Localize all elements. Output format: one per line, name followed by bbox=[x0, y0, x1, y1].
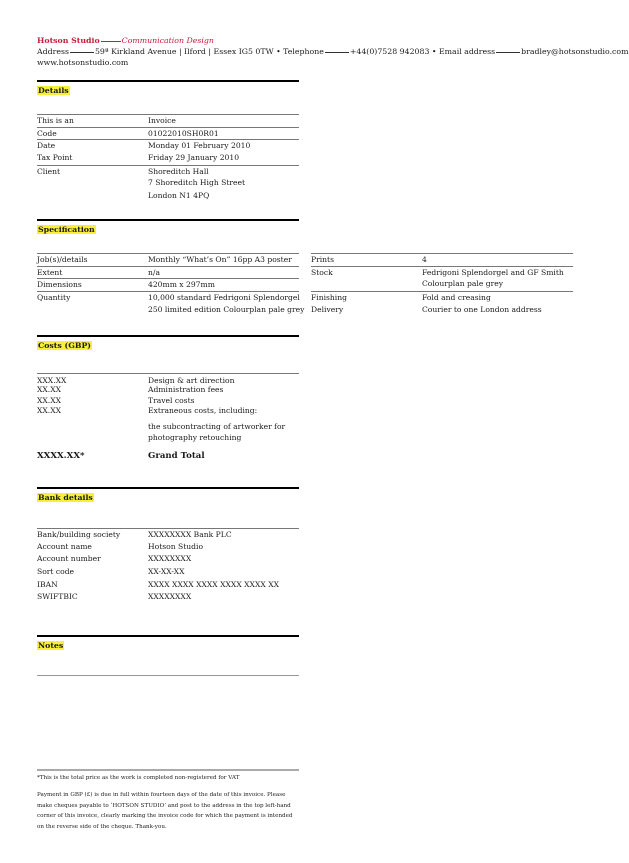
section-rule bbox=[37, 219, 299, 221]
table-row bbox=[37, 528, 299, 541]
specification-heading: Specification bbox=[38, 225, 95, 234]
table-row bbox=[311, 266, 573, 279]
table-row bbox=[311, 278, 573, 291]
table-row bbox=[37, 395, 299, 406]
address-label: Address bbox=[37, 47, 69, 56]
row-value: Invoice bbox=[148, 116, 176, 125]
row-value: London N1 4PQ bbox=[148, 191, 210, 201]
row-label: SWIFTBIC bbox=[37, 592, 78, 602]
table-row bbox=[37, 253, 299, 266]
row-label: Job(s)/details bbox=[37, 255, 88, 264]
costs-table bbox=[37, 373, 299, 461]
row-value: Shoreditch Hall bbox=[148, 166, 209, 176]
details-table bbox=[37, 114, 299, 203]
table-row bbox=[37, 566, 299, 579]
row-value: Courier to one London address bbox=[422, 304, 542, 314]
grand-total-label: Grand Total bbox=[148, 451, 205, 462]
table-row bbox=[37, 291, 299, 304]
section-rule bbox=[37, 335, 299, 337]
letterhead bbox=[37, 35, 629, 68]
row-label: Date bbox=[37, 141, 56, 151]
cost-amount: XX.XX bbox=[37, 406, 62, 416]
row-label: Account name bbox=[37, 541, 92, 551]
table-row bbox=[37, 591, 299, 604]
row-value: Colourplan pale grey bbox=[422, 279, 504, 289]
row-value: 01022010SH0R01 bbox=[148, 128, 219, 138]
specification-table-left bbox=[37, 253, 305, 316]
row-value: 4 bbox=[422, 255, 427, 264]
row-label: Finishing bbox=[311, 293, 347, 303]
footer-rule bbox=[37, 769, 299, 771]
row-label: Prints bbox=[311, 255, 335, 264]
telephone: +44(0)7528 942083 • Email address bbox=[349, 47, 496, 56]
table-row bbox=[37, 553, 299, 566]
brand-tagline: Communication Design bbox=[121, 36, 214, 45]
row-value: XXXX XXXX XXXX XXXX XXXX XX bbox=[148, 579, 280, 589]
specification-table-right bbox=[311, 253, 573, 316]
cost-note-line bbox=[37, 432, 299, 443]
table-row bbox=[37, 165, 299, 178]
row-value: 420mm x 297mm bbox=[148, 280, 215, 290]
cost-description: Administration fees bbox=[148, 385, 224, 394]
cost-amount: XXX.XX bbox=[37, 376, 67, 385]
table-row bbox=[37, 127, 299, 140]
cost-description: Travel costs bbox=[148, 395, 195, 405]
table-row bbox=[311, 304, 573, 317]
row-value: 10,000 standard Fedrigoni Splendorgel bbox=[148, 293, 300, 303]
grand-total-amount: XXXX.XX* bbox=[37, 451, 85, 462]
details-heading: Details bbox=[38, 86, 69, 95]
row-value: XX-XX-XX bbox=[148, 567, 185, 577]
row-label: Sort code bbox=[37, 567, 75, 577]
brand-name: Hotson Studio bbox=[37, 36, 100, 45]
row-label: IBAN bbox=[37, 579, 58, 589]
table-row bbox=[37, 579, 299, 592]
cost-amount: XX.XX bbox=[37, 395, 62, 405]
row-label: Client bbox=[37, 166, 61, 176]
table-row bbox=[37, 278, 299, 291]
row-value: XXXXXXXX bbox=[148, 554, 192, 564]
row-value: Monday 01 February 2010 bbox=[148, 141, 251, 151]
table-row bbox=[37, 541, 299, 554]
table-row bbox=[37, 139, 299, 152]
row-label: Account number bbox=[37, 554, 101, 564]
row-label: Dimensions bbox=[37, 280, 82, 290]
section-rule bbox=[37, 487, 299, 489]
row-value: Monthly “What’s On” 16pp A3 poster bbox=[148, 255, 292, 264]
row-label: Delivery bbox=[311, 304, 344, 314]
table-row bbox=[311, 291, 573, 304]
cost-description: Design & art direction bbox=[148, 376, 235, 385]
bank-heading: Bank details bbox=[38, 493, 93, 502]
notes-line bbox=[37, 675, 299, 676]
row-value: n/a bbox=[148, 267, 160, 277]
row-label: Quantity bbox=[37, 293, 71, 303]
payment-line: corner of this invoice, clearly marking the invoice code for which the payment is intended bbox=[37, 813, 293, 819]
bank-table bbox=[37, 528, 299, 604]
section-rule bbox=[37, 80, 299, 82]
table-row bbox=[37, 177, 299, 190]
table-row bbox=[37, 304, 305, 317]
cost-description: Extraneous costs, including: bbox=[148, 406, 258, 416]
table-row bbox=[37, 114, 299, 127]
table-row bbox=[311, 253, 573, 266]
row-label: Tax Point bbox=[37, 153, 73, 163]
row-value: XXXXXXXX bbox=[148, 592, 192, 602]
website[interactable]: www.hotsonstudio.com bbox=[37, 58, 129, 67]
email[interactable]: bradley@hotsonstudio.com bbox=[521, 47, 629, 56]
payment-line: on the reverse side of the cheque. Thank-you. bbox=[37, 823, 167, 830]
notes-heading: Notes bbox=[38, 641, 64, 650]
address: 59ª Kirkland Avenue | Ilford | Essex IG5 0TW • Telephone bbox=[94, 47, 324, 56]
table-row bbox=[37, 405, 299, 421]
row-value: Fold and creasing bbox=[422, 293, 491, 303]
cost-amount: XX.XX bbox=[37, 385, 62, 394]
table-row bbox=[37, 384, 299, 395]
payment-line: Payment in GBP (£) is due in full within fourteen days of the date of this invoice. Please bbox=[37, 792, 286, 798]
costs-heading: Costs (GBP) bbox=[38, 341, 91, 350]
row-value: XXXXXXXX Bank PLC bbox=[148, 530, 232, 539]
cost-note-line bbox=[37, 421, 299, 432]
row-value: Hotson Studio bbox=[148, 541, 204, 551]
table-row bbox=[37, 373, 299, 384]
table-row bbox=[37, 152, 299, 165]
row-value: Friday 29 January 2010 bbox=[148, 153, 240, 163]
cost-note: photography retouching bbox=[148, 433, 242, 443]
payment-terms bbox=[37, 790, 299, 832]
payment-line: make cheques payable to ‘HOTSON STUDIO’ and post to the address in the top left-hand bbox=[37, 802, 291, 809]
row-value: Fedrigoni Splendorgel and GF Smith bbox=[422, 267, 564, 277]
row-value: 250 limited edition Colourplan pale grey bbox=[148, 304, 305, 314]
row-label: This is an bbox=[37, 116, 74, 125]
row-label: Code bbox=[37, 128, 57, 138]
table-row bbox=[37, 190, 299, 203]
grand-total-row bbox=[37, 443, 299, 461]
section-rule bbox=[37, 635, 299, 637]
table-row bbox=[37, 266, 299, 279]
row-label: Stock bbox=[311, 267, 333, 277]
row-label: Bank/building society bbox=[37, 530, 121, 539]
cost-note: the subcontracting of artworker for bbox=[148, 422, 286, 432]
row-label: Extent bbox=[37, 267, 63, 277]
vat-note: *This is the total price as the work is completed non-registered for VAT bbox=[37, 775, 240, 781]
row-value: 7 Shoreditch High Street bbox=[148, 178, 246, 188]
